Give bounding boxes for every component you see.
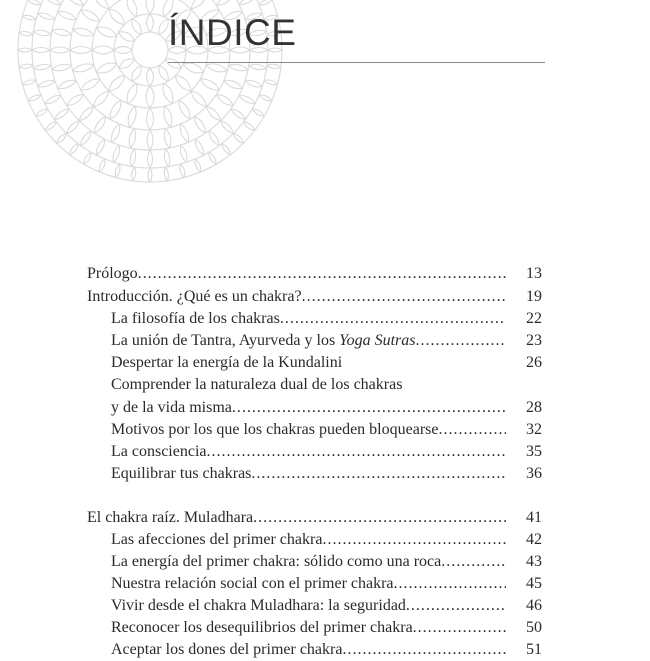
mandala-petal [221, 121, 234, 134]
mandala-petal [249, 64, 267, 69]
mandala-petal [209, 131, 220, 146]
toc-entry-introduccion[interactable] [87, 285, 542, 308]
mandala-petal [109, 75, 125, 91]
dot-leader [207, 440, 507, 463]
mandala-petal [38, 80, 55, 86]
mandala-petal [164, 167, 168, 181]
toc-entry-label-text: La unión de Tantra, Ayurveda y los [111, 332, 340, 349]
mandala-petal [22, 15, 36, 20]
mandala-petal [217, 0, 234, 6]
mandala-petal [164, 128, 171, 148]
mandala-petal [70, 47, 92, 54]
mandala-petal [128, 106, 136, 127]
mandala-petal [115, 164, 120, 178]
mandala-petal [22, 80, 36, 85]
toc-entry-kundalini[interactable] [111, 351, 542, 374]
toc-entry-label: Nuestra relación social con el primer chakra [111, 575, 394, 592]
toc-entry-consciencia[interactable] [111, 440, 542, 463]
mandala-petal [147, 130, 153, 150]
dot-leader [253, 506, 506, 529]
mandala-petal [92, 46, 114, 54]
mandala-petal [147, 108, 154, 130]
dot-leader [413, 616, 506, 639]
mandala-petal [233, 133, 243, 143]
mandala-petal [148, 168, 152, 182]
mandala-petal [224, 80, 242, 88]
mandala-petal [239, 95, 255, 103]
mandala-petal [67, 94, 84, 105]
toc-entry-equilibrar[interactable] [111, 462, 542, 485]
mandala-petal [259, 0, 272, 5]
toc-entry-label: La filosofía de los chakras [111, 310, 280, 327]
mandala-petal [239, 0, 255, 5]
mandala-petal [180, 145, 186, 162]
toc-page-number: 36 [526, 465, 542, 482]
mandala-petal [164, 149, 169, 167]
toc-entry-chakra-raiz[interactable] [87, 506, 542, 529]
mandala-petal [252, 109, 264, 116]
mandala-petal [113, 145, 119, 162]
toc-page-number: 26 [526, 354, 542, 371]
mandala-petal [127, 0, 137, 17]
mandala-petal [19, 64, 33, 68]
toc-entry-desequilibrios[interactable] [111, 616, 542, 639]
toc-page-number: 19 [526, 288, 542, 305]
mandala-petal [148, 150, 153, 168]
mandala-petal [73, 28, 94, 36]
mandala-petal [67, 121, 80, 134]
mandala-petal [84, 152, 91, 164]
toc-entry-energia-primer[interactable] [111, 550, 542, 573]
mandala-petal [147, 14, 154, 32]
mandala-petal [206, 64, 227, 72]
mandala-petal [119, 32, 135, 41]
mandala-petal [45, 122, 56, 131]
toc-page-number: 41 [526, 509, 542, 526]
toc-entry-relacion-social[interactable] [111, 572, 542, 595]
toc-page-number: 22 [526, 310, 542, 327]
toc-page-number: 51 [526, 641, 542, 658]
mandala-petal [127, 83, 137, 103]
mandala-petal [109, 9, 125, 25]
toc-page-number: 28 [526, 399, 542, 416]
toc-entry-union-tantra[interactable] [111, 329, 542, 352]
mandala-petal [228, 64, 248, 71]
page-title: ÍNDICE [168, 12, 297, 53]
dot-leader [232, 396, 506, 419]
mandala-petal [209, 152, 216, 164]
mandala-petal [200, 79, 219, 90]
toc-entry-label: Equilibrar tus chakras [111, 465, 252, 482]
toc-page-number: 35 [526, 443, 542, 460]
mandala-petal [164, 106, 172, 127]
mandala-petal [33, 30, 51, 35]
mandala-petal [183, 63, 203, 73]
mandala-petal [96, 27, 116, 37]
mandala-petal [96, 139, 104, 155]
mandala-petal [146, 0, 154, 14]
toc-entry-prologo[interactable] [87, 262, 542, 285]
mandala-petal [79, 107, 93, 121]
mandala-petal [19, 32, 33, 36]
toc-page-number: 42 [526, 531, 542, 548]
mandala-petal [159, 19, 168, 35]
mandala-petal [73, 64, 94, 72]
mandala-petal [180, 164, 185, 178]
mandala-petal [28, 0, 41, 5]
dot-leader [394, 572, 506, 595]
mandala-petal [58, 80, 76, 88]
mandala-petal [94, 117, 105, 134]
toc-entry-label: y de la vida misma [111, 399, 232, 416]
toc-entry-label: El chakra raíz. Muladhara [87, 509, 254, 526]
toc-page-number: 43 [526, 553, 542, 570]
mandala-petal [96, 63, 116, 73]
mandala-petal [32, 48, 50, 53]
dot-leader [322, 528, 506, 551]
mandala-petal [146, 86, 154, 108]
title-underline [168, 62, 545, 63]
mandala-petal [194, 117, 205, 134]
toc-page-number: 32 [526, 421, 542, 438]
mandala-petal [58, 11, 76, 19]
mandala-petal [245, 80, 262, 86]
mandala-petal [159, 66, 168, 82]
mandala-petal [67, 0, 84, 6]
mandala-petal [129, 128, 136, 148]
mandala-petal [93, 0, 109, 9]
mandala-petal [119, 59, 135, 68]
dot-leader [280, 307, 506, 330]
dot-leader [138, 262, 506, 285]
mandala-petal [244, 122, 255, 131]
mandala-petal [81, 79, 100, 90]
mandala-petal [45, 95, 61, 103]
mandala-petal [222, 144, 231, 155]
mandala-petal [191, 0, 207, 9]
toc-page-number: 46 [526, 597, 542, 614]
mandala-petal [259, 95, 272, 101]
mandala-petal [163, 83, 173, 103]
mandala-petal [57, 133, 67, 143]
toc-entry-filosofia[interactable] [111, 307, 542, 330]
mandala-petal [99, 159, 105, 172]
mandala-petal [179, 100, 190, 119]
mandala-petal [45, 0, 61, 5]
mandala-petal [267, 64, 281, 68]
toc-entry-label: Las afecciones del primer chakra [111, 531, 323, 548]
toc-entry-afecciones[interactable] [111, 528, 542, 551]
mandala-petal [147, 68, 154, 86]
mandala-petal [110, 100, 121, 119]
toc-entry-label: Introducción. ¿Qué es un chakra? [87, 288, 302, 305]
mandala-petal [33, 64, 51, 69]
mandala-petal [207, 107, 221, 121]
mandala-petal [191, 91, 207, 107]
dot-leader [406, 594, 506, 617]
mandala-petal [195, 159, 201, 172]
toc-entry-vivir-muladhara[interactable] [111, 594, 542, 617]
toc-page-number: 45 [526, 575, 542, 592]
mandala-petal [130, 149, 135, 167]
toc-entry-label [111, 329, 416, 352]
toc-page-number: 50 [526, 619, 542, 636]
mandala-petal [132, 167, 136, 181]
mandala-petal [195, 139, 203, 155]
mandala-petal [55, 109, 70, 120]
mandala-petal [264, 80, 278, 85]
toc-page-number: 13 [526, 265, 542, 282]
mandala-petal [132, 66, 141, 82]
toc-entry-naturaleza-dual[interactable] [111, 396, 542, 419]
mandala-petal [231, 109, 246, 120]
dot-leader [441, 550, 506, 573]
mandala-petal [93, 91, 109, 107]
mandala-petal [52, 29, 72, 36]
toc-entry-label: Motivos por los que los chakras pueden bloquearse [111, 421, 439, 438]
mandala-petal [175, 75, 191, 91]
toc-entry-label: La energía del primer chakra: sólido como una roca [111, 553, 442, 570]
mandala-petal [217, 94, 234, 105]
toc-entry-label: La consciencia [111, 443, 207, 460]
mandala-petal [36, 109, 48, 116]
toc-entry-label: Prólogo [87, 265, 138, 282]
toc-entry-naturaleza-dual-line1[interactable]: Comprender la naturaleza dual de los chakras [111, 376, 403, 393]
toc-entry-label: Aceptar los dones del primer chakra [111, 641, 343, 658]
mandala-petal [81, 131, 92, 146]
mandala-petal [114, 47, 132, 54]
toc-entry-label: Reconocer los desequilibrios del primer chakra [111, 619, 413, 636]
dot-leader [302, 285, 506, 308]
mandala-petal [180, 124, 188, 142]
mandala-petal [18, 48, 32, 52]
mandala-petal [81, 10, 100, 21]
dot-leader [416, 329, 507, 352]
dot-leader [251, 462, 506, 485]
mandala-petal [111, 124, 119, 142]
mandala-petal [38, 13, 55, 19]
toc-entry-label: Despertar la energía de la Kundalini [111, 354, 343, 371]
mandala-petal [52, 64, 72, 71]
toc-entry-motivos-bloqueo[interactable] [111, 418, 542, 441]
toc-page-number: 23 [526, 332, 542, 349]
mandala-petal [166, 59, 182, 68]
toc-entry-label: Vivir desde el chakra Muladhara: la seguridad [111, 597, 406, 614]
toc-entry-label-italic: Yoga Sutras [339, 332, 416, 349]
mandala-petal [28, 95, 41, 101]
dot-leader [438, 418, 506, 441]
mandala-petal [132, 19, 141, 35]
mandala-petal [70, 144, 79, 155]
mandala-petal [50, 47, 70, 53]
